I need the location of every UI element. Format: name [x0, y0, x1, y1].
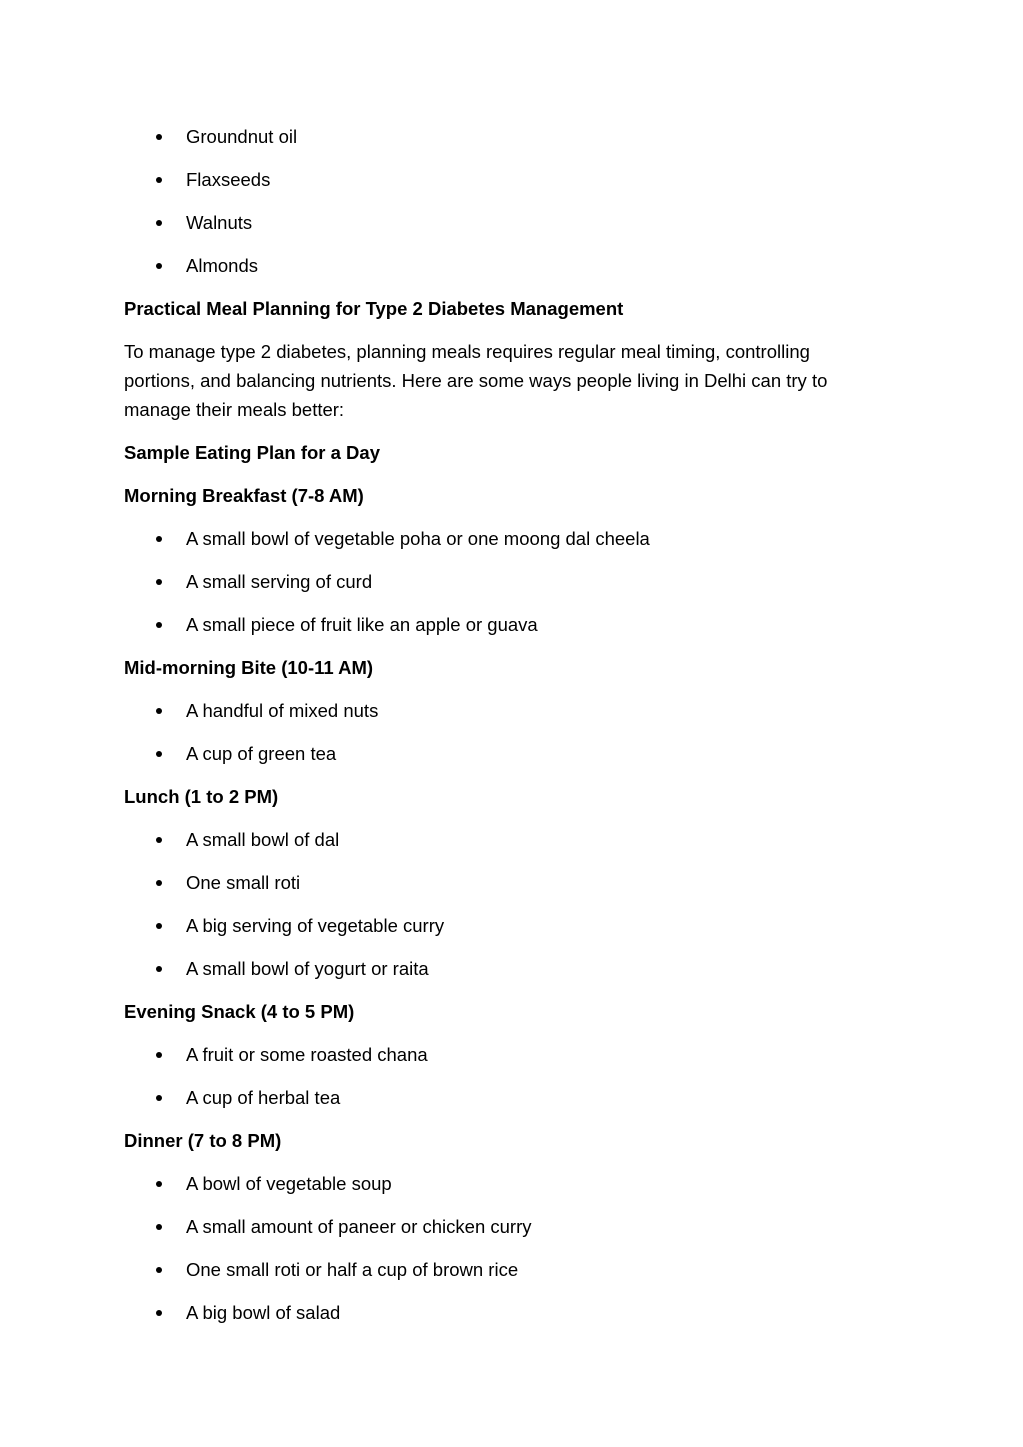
list-item: [124, 208, 884, 237]
bullet-icon: [156, 220, 162, 226]
bullet-icon: [156, 1095, 162, 1101]
list-item: [124, 696, 884, 725]
section-heading-mid-morning-bite-10-11-am: Mid-morning Bite (10-11 AM): [124, 657, 374, 678]
list-item: [124, 251, 884, 280]
list-item-text: A small bowl of vegetable poha or one moong dal cheela: [186, 528, 650, 549]
bullet-icon: [156, 177, 162, 183]
list-item: [124, 122, 884, 151]
list-item-text: A cup of herbal tea: [186, 1087, 341, 1108]
list-item-text: A big bowl of salad: [186, 1302, 341, 1323]
list-item-text: A small bowl of yogurt or raita: [186, 958, 429, 979]
section-heading-sample-eating-plan-for-a-day: Sample Eating Plan for a Day: [124, 442, 380, 463]
bullet-icon: [156, 536, 162, 542]
bullet-list: [124, 524, 884, 639]
list-item: [124, 1212, 884, 1241]
list-item: [124, 1040, 884, 1069]
list-item-text: Flaxseeds: [186, 169, 271, 190]
bullet-icon: [156, 134, 162, 140]
list-item: [124, 1298, 884, 1327]
list-item-text: Walnuts: [186, 212, 253, 233]
bullet-list: [124, 1169, 884, 1327]
section-heading-practical-meal-planning-for-type-2-diabe: Practical Meal Planning for Type 2 Diabetes Management: [124, 298, 624, 319]
list-item-text: A handful of mixed nuts: [186, 700, 379, 721]
bullet-icon: [156, 579, 162, 585]
list-item: [124, 868, 884, 897]
list-item-text: A big serving of vegetable curry: [186, 915, 445, 936]
list-item: [124, 1169, 884, 1198]
bullet-icon: [156, 880, 162, 886]
bullet-icon: [156, 622, 162, 628]
list-item: [124, 954, 884, 983]
bullet-icon: [156, 1181, 162, 1187]
bullet-icon: [156, 1224, 162, 1230]
list-item-text: A small amount of paneer or chicken curry: [186, 1216, 532, 1237]
list-item-text: Almonds: [186, 255, 258, 276]
list-item-text: One small roti: [186, 872, 301, 893]
bullet-icon: [156, 1052, 162, 1058]
list-item: [124, 911, 884, 940]
list-item: [124, 739, 884, 768]
section-heading-lunch-1-to-2-pm: Lunch (1 to 2 PM): [124, 786, 279, 807]
list-item: [124, 1255, 884, 1284]
bullet-list: [124, 1040, 884, 1112]
list-item-text: A small bowl of dal: [186, 829, 340, 850]
list-item: [124, 567, 884, 596]
list-item-text: Groundnut oil: [186, 126, 298, 147]
list-item-text: A cup of green tea: [186, 743, 337, 764]
bullet-icon: [156, 751, 162, 757]
bullet-icon: [156, 263, 162, 269]
list-item: [124, 825, 884, 854]
bullet-icon: [156, 837, 162, 843]
body-paragraph: To manage type 2 diabetes, planning meals requires regular meal timing, controlling portions, and balancing nutrients. Here are some ways people living in Delhi can try to manage their meals better:: [124, 341, 828, 420]
bullet-list: [124, 825, 884, 983]
document-body: [124, 122, 884, 1341]
section-heading-dinner-7-to-8-pm: Dinner (7 to 8 PM): [124, 1130, 282, 1151]
list-item-text: A small piece of fruit like an apple or guava: [186, 614, 538, 635]
list-item: [124, 1083, 884, 1112]
bullet-list: [124, 122, 884, 280]
list-item-text: A small serving of curd: [186, 571, 373, 592]
list-item: [124, 524, 884, 553]
list-item-text: One small roti or half a cup of brown rice: [186, 1259, 519, 1280]
bullet-icon: [156, 923, 162, 929]
section-heading-morning-breakfast-7-8-am: Morning Breakfast (7-8 AM): [124, 485, 364, 506]
bullet-icon: [156, 708, 162, 714]
list-item-text: A bowl of vegetable soup: [186, 1173, 392, 1194]
list-item: [124, 610, 884, 639]
section-heading-evening-snack-4-to-5-pm: Evening Snack (4 to 5 PM): [124, 1001, 355, 1022]
bullet-icon: [156, 1267, 162, 1273]
list-item-text: A fruit or some roasted chana: [186, 1044, 428, 1065]
bullet-icon: [156, 1310, 162, 1316]
bullet-list: [124, 696, 884, 768]
bullet-icon: [156, 966, 162, 972]
list-item: [124, 165, 884, 194]
